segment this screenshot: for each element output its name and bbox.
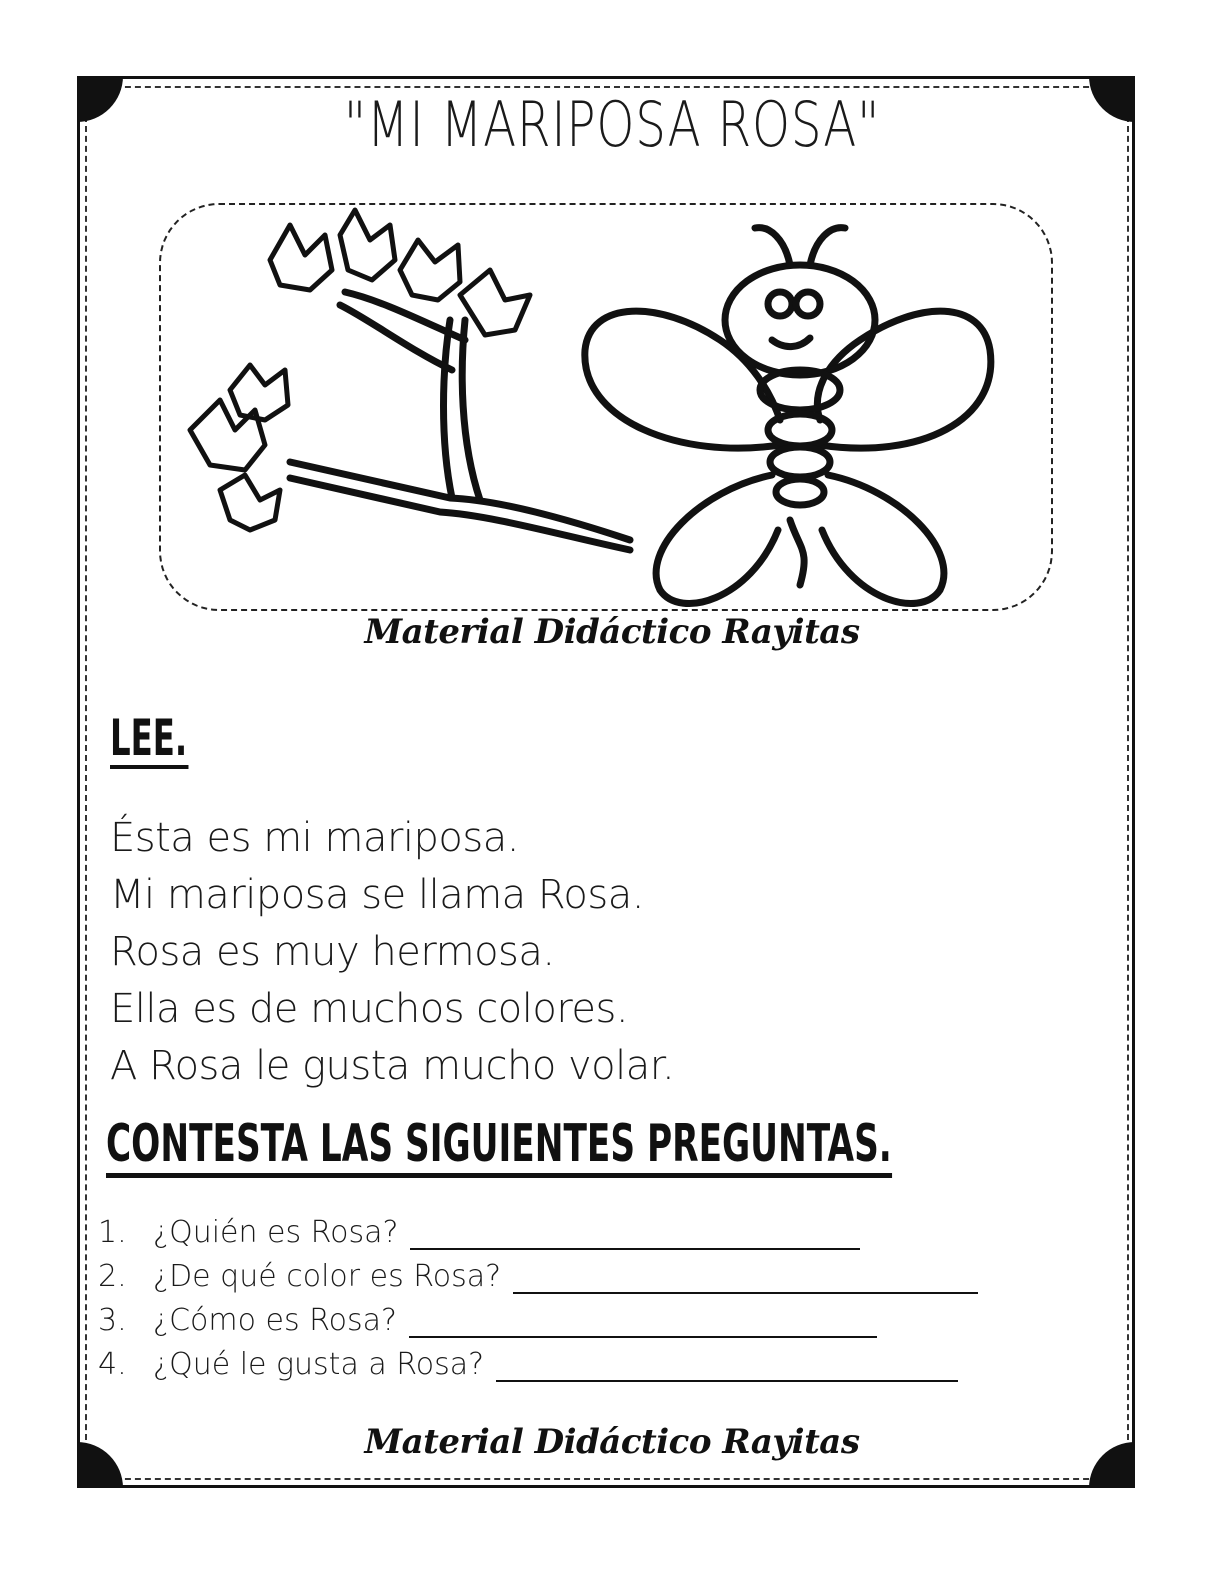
question-number: 1. [98,1215,127,1250]
answer-line[interactable] [496,1354,958,1382]
brand-watermark: Material Didáctico Rayitas [364,1422,860,1462]
question-number: 4. [98,1347,127,1382]
page-title: "MI MARIPOSA ROSA" [343,88,881,161]
read-heading: LEE. [110,709,188,767]
reading-line: Ella es de muchos colores. [110,986,629,1032]
question-number: 2. [98,1259,127,1294]
answer-line[interactable] [513,1266,978,1294]
question-item [98,1338,978,1382]
question-item [98,1294,978,1338]
question-item [98,1250,978,1294]
flower-icon [190,210,530,530]
butterfly-icon [585,228,991,604]
butterfly-on-branch-icon [160,200,1060,615]
question-item [98,1206,978,1250]
reading-line: A Rosa le gusta mucho volar. [110,1043,675,1089]
answer-line[interactable] [409,1310,877,1338]
question-text: ¿Qué le gusta a Rosa? [153,1347,485,1382]
question-list [98,1206,978,1382]
question-text: ¿Cómo es Rosa? [153,1303,397,1338]
questions-heading: CONTESTA LAS SIGUIENTES PREGUNTAS. [106,1116,892,1178]
reading-line: Rosa es muy hermosa. [110,929,555,975]
reading-line: Mi mariposa se llama Rosa. [110,872,644,918]
question-number: 3. [98,1303,127,1338]
answer-line[interactable] [410,1222,860,1250]
reading-line: Ésta es mi mariposa. [110,815,519,861]
brand-watermark: Material Didáctico Rayitas [364,612,860,652]
reading-passage [110,810,674,1095]
question-text: ¿Quién es Rosa? [153,1215,399,1250]
question-text: ¿De qué color es Rosa? [153,1259,502,1294]
branch-icon [290,292,630,550]
